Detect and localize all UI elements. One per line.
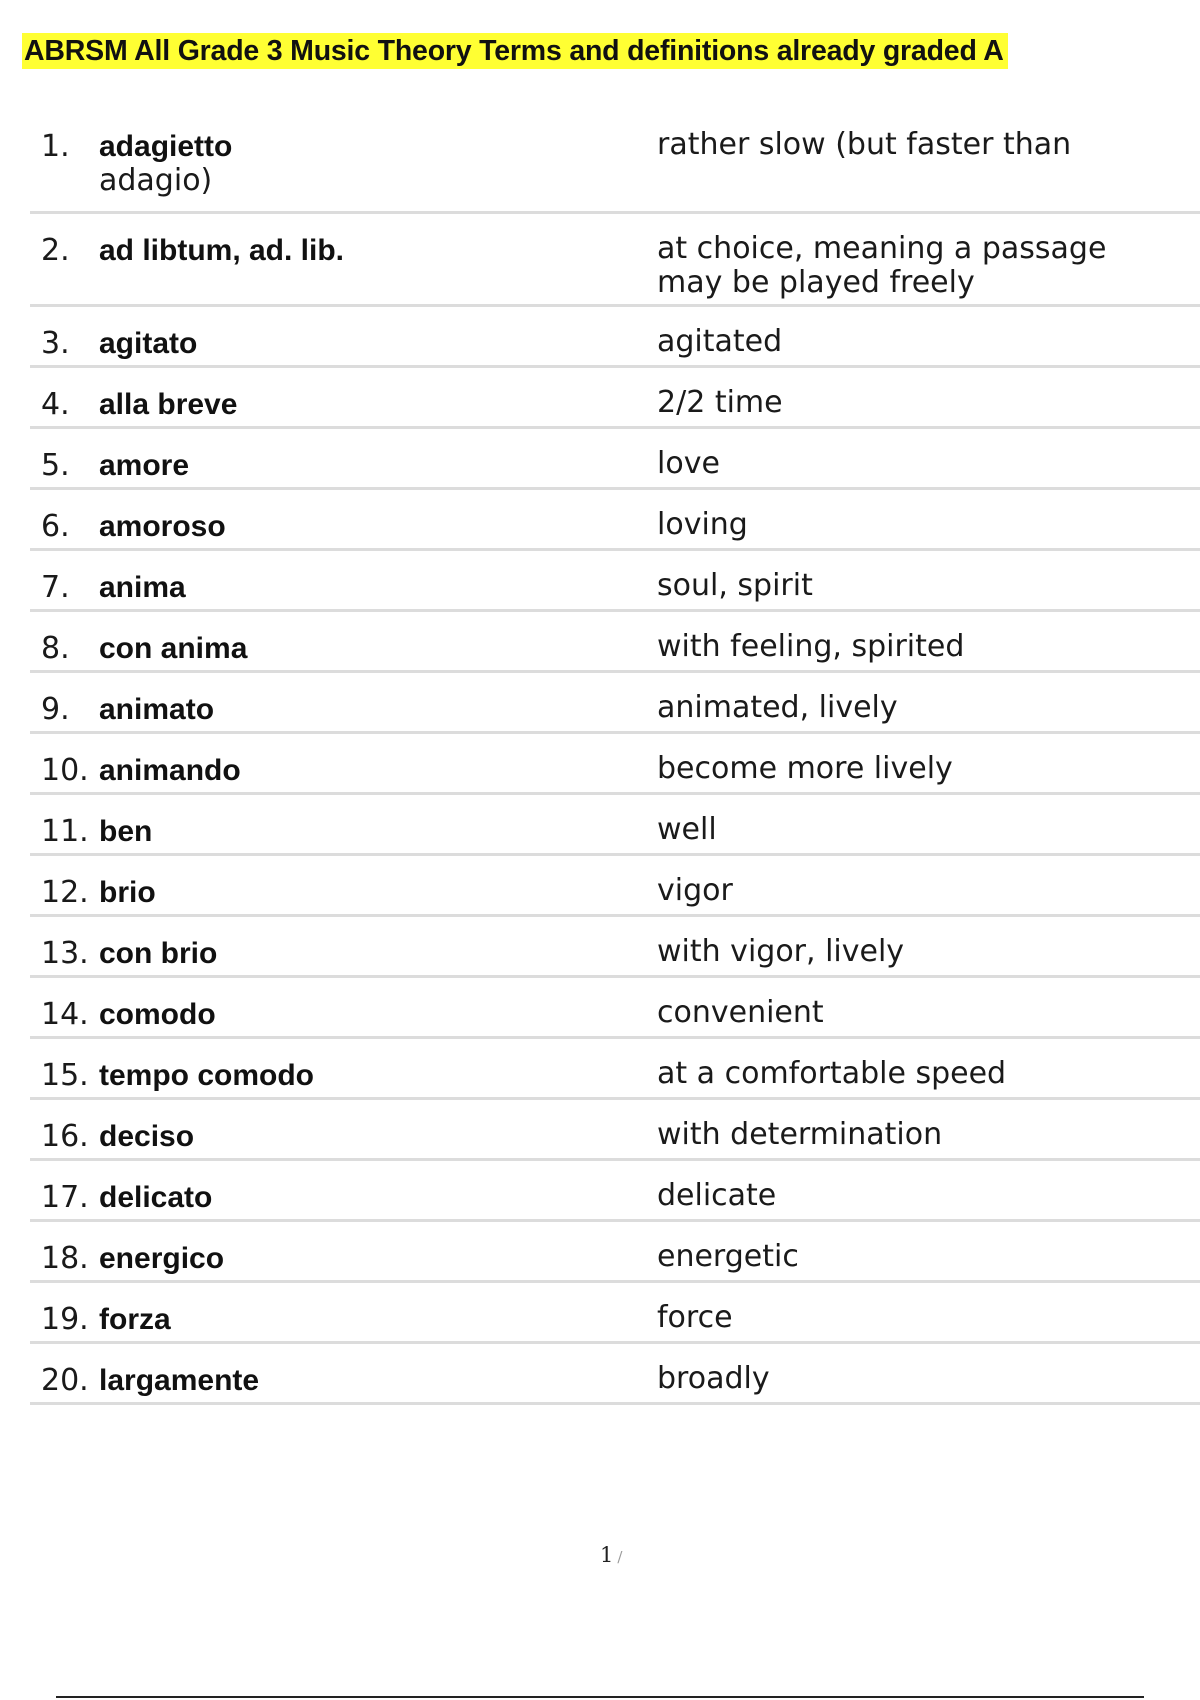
- definition-cell: rather slow (but faster than: [657, 127, 1072, 162]
- terms-table: [30, 110, 1200, 1405]
- page-number-value: 1: [600, 1543, 614, 1567]
- term-number: 9.: [41, 692, 70, 727]
- term-number: 1.: [41, 129, 70, 164]
- term-cell: [99, 510, 529, 544]
- term-cell: [99, 571, 529, 605]
- term-cell: [99, 1303, 529, 1337]
- term-text: con brio: [99, 937, 218, 970]
- term-row: [30, 429, 1200, 490]
- footer-divider: [56, 1696, 1144, 1698]
- term-cell: [99, 1364, 529, 1398]
- term-number: 12.: [41, 875, 89, 910]
- term-row: [30, 1100, 1200, 1161]
- term-number: 19.: [41, 1302, 89, 1337]
- term-cell: [99, 1059, 529, 1093]
- term-cell: [99, 815, 529, 849]
- term-cell: [99, 1120, 529, 1154]
- term-cell: [99, 876, 529, 910]
- term-row: [30, 612, 1200, 673]
- term-number: 3.: [41, 326, 70, 361]
- term-cell: [99, 234, 529, 268]
- term-row: [30, 1161, 1200, 1222]
- term-text: anima: [99, 571, 186, 604]
- definition-cell: force: [657, 1300, 733, 1335]
- term-text: deciso: [99, 1120, 195, 1153]
- term-row: [30, 734, 1200, 795]
- definition-cell: with feeling, spirited: [657, 629, 965, 664]
- term-row: [30, 1283, 1200, 1344]
- term-cell: [99, 1181, 529, 1215]
- term-number: 17.: [41, 1180, 89, 1215]
- term-text: delicato: [99, 1181, 213, 1214]
- term-cell: [99, 754, 529, 788]
- term-row: [30, 978, 1200, 1039]
- term-text: animato: [99, 693, 215, 726]
- term-row: [30, 307, 1200, 368]
- definition-cell: loving: [657, 507, 748, 542]
- term-number: 20.: [41, 1363, 89, 1398]
- term-cell: [99, 327, 529, 361]
- term-number: 6.: [41, 509, 70, 544]
- term-text: energico: [99, 1242, 225, 1275]
- definition-cell: vigor: [657, 873, 733, 908]
- term-row: [30, 214, 1200, 307]
- definition-cell: at a comfortable speed: [657, 1056, 1007, 1091]
- term-number: 2.: [41, 233, 70, 268]
- term-row: [30, 917, 1200, 978]
- term-text: agitato: [99, 327, 198, 360]
- definition-cell: agitated: [657, 324, 783, 359]
- definition-cell: become more lively: [657, 751, 953, 786]
- term-row: [30, 551, 1200, 612]
- term-row: [30, 1039, 1200, 1100]
- term-row: [30, 673, 1200, 734]
- term-text: tempo comodo: [99, 1059, 314, 1092]
- definition-cell: animated, lively: [657, 690, 898, 725]
- term-number: 15.: [41, 1058, 89, 1093]
- definition-cell: broadly: [657, 1361, 770, 1396]
- document-title: ABRSM All Grade 3 Music Theory Terms and definitions already graded A: [22, 33, 1008, 69]
- term-cell: [99, 388, 529, 422]
- term-number: 14.: [41, 997, 89, 1032]
- term-cell: [99, 449, 529, 483]
- term-row: [30, 490, 1200, 551]
- term-text: animando: [99, 754, 241, 787]
- definition-cell: at choice, meaning a passage may be played freely: [657, 231, 1107, 300]
- definition-cell: soul, spirit: [657, 568, 813, 603]
- term-row: [30, 1344, 1200, 1405]
- term-cell: [99, 998, 529, 1032]
- term-text: ben: [99, 815, 153, 848]
- definition-cell: 2/2 time: [657, 385, 783, 420]
- term-number: 7.: [41, 570, 70, 605]
- term-number: 10.: [41, 753, 89, 788]
- term-text: ad libtum, ad. lib.: [99, 234, 345, 267]
- term-row: [30, 1222, 1200, 1283]
- term-text: amore: [99, 449, 190, 482]
- term-row: [30, 856, 1200, 917]
- definition-cell: well: [657, 812, 717, 847]
- definition-cell: with determination: [657, 1117, 943, 1152]
- term-text: adagietto: [99, 130, 233, 163]
- definition-cell: love: [657, 446, 720, 481]
- term-text: forza: [99, 1303, 171, 1336]
- term-text: con anima: [99, 632, 248, 665]
- term-number: 5.: [41, 448, 70, 483]
- term-number: 13.: [41, 936, 89, 971]
- term-row: [30, 110, 1200, 214]
- term-text: amoroso: [99, 510, 226, 543]
- term-number: 4.: [41, 387, 70, 422]
- term-number: 16.: [41, 1119, 89, 1154]
- term-cell: [99, 1242, 529, 1276]
- term-row: [30, 368, 1200, 429]
- page-number-separator: /: [617, 1548, 623, 1566]
- term-cell: [99, 937, 529, 971]
- definition-cell: convenient: [657, 995, 824, 1030]
- term-text: largamente: [99, 1364, 260, 1397]
- definition-cell: with vigor, lively: [657, 934, 905, 969]
- definition-cell: energetic: [657, 1239, 799, 1274]
- term-number: 8.: [41, 631, 70, 666]
- term-row: [30, 795, 1200, 856]
- term-cell: [99, 632, 529, 666]
- term-text: brio: [99, 876, 156, 909]
- term-number: 11.: [41, 814, 89, 849]
- term-text: alla breve: [99, 388, 238, 421]
- term-cell: [99, 693, 529, 727]
- definition-cell: delicate: [657, 1178, 777, 1213]
- term-text: comodo: [99, 998, 216, 1031]
- term-number: 18.: [41, 1241, 89, 1276]
- term-cell: [99, 130, 529, 198]
- page-number: [600, 1543, 622, 1567]
- term-continuation: adagio): [99, 163, 213, 198]
